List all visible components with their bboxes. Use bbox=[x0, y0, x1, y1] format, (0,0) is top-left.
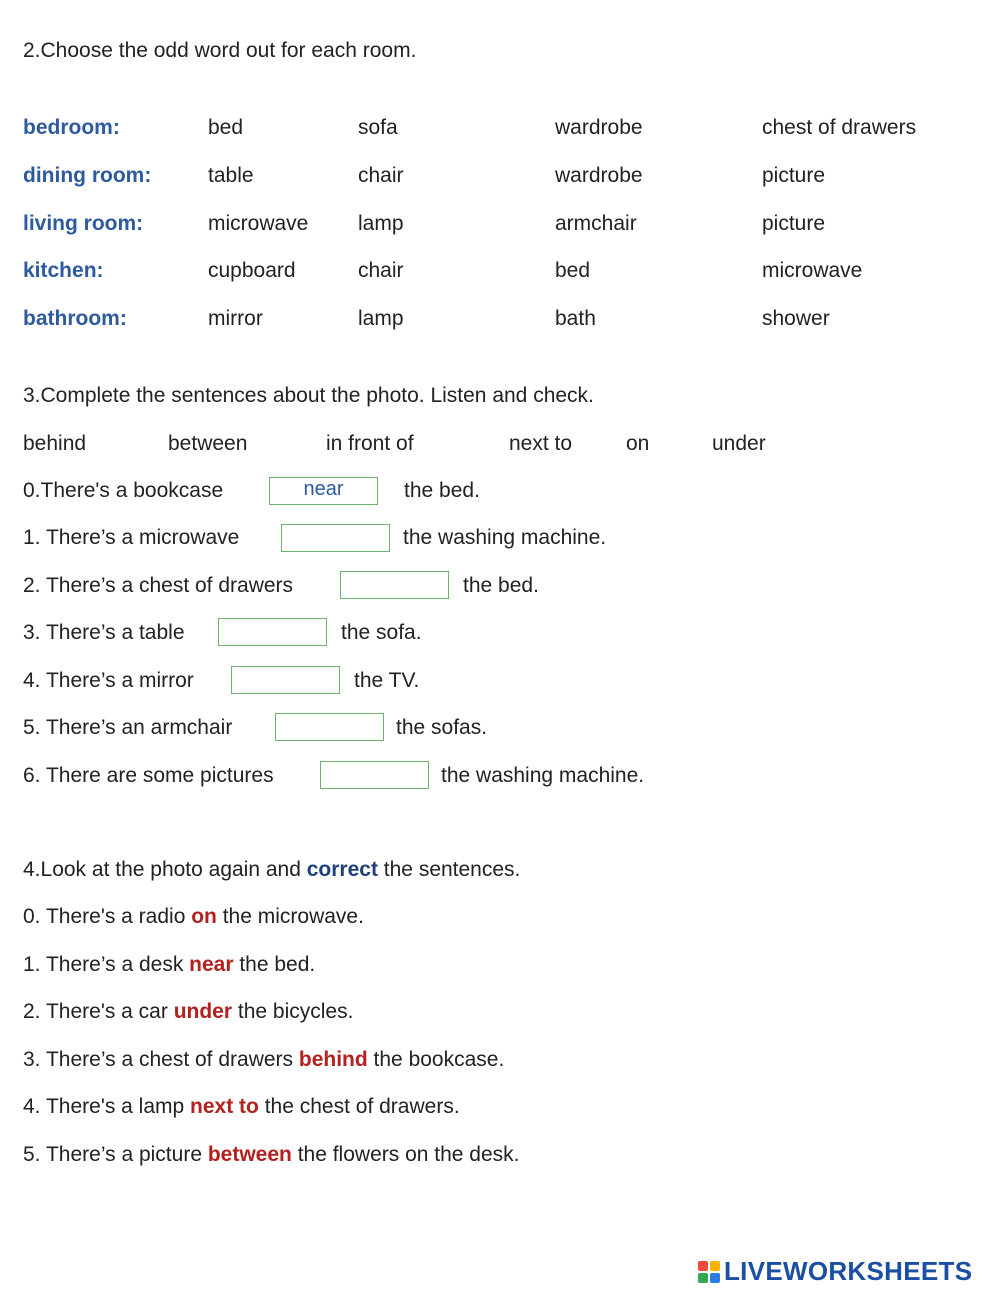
odd-word-option[interactable]: bed bbox=[208, 116, 244, 139]
sentence-text: the microwave. bbox=[216, 905, 364, 928]
sentence-after: the TV. bbox=[354, 669, 420, 692]
sentence-text: 4. There's a lamp bbox=[23, 1095, 191, 1118]
exercise4-title bbox=[23, 857, 520, 883]
logo-mark-icon bbox=[698, 1261, 720, 1283]
sentence-text: the bicycles. bbox=[232, 1000, 354, 1023]
odd-word-option[interactable]: lamp bbox=[358, 307, 404, 330]
odd-word-option[interactable]: chair bbox=[358, 259, 404, 282]
answer-input[interactable] bbox=[231, 666, 340, 694]
word-bank-item: under bbox=[712, 432, 766, 455]
room-label: bedroom: bbox=[23, 116, 120, 139]
odd-word-option[interactable]: lamp bbox=[358, 212, 404, 235]
wrong-preposition[interactable]: next to bbox=[190, 1095, 259, 1118]
sentence-after: the washing machine. bbox=[403, 526, 607, 549]
odd-word-option[interactable]: shower bbox=[762, 307, 830, 330]
sentence-text: 2. There's a car bbox=[23, 1000, 174, 1023]
sentence-before: 3. There’s a table bbox=[23, 621, 185, 644]
sentence-text: 1. There’s a desk bbox=[23, 953, 190, 976]
sentence-after: the bed. bbox=[463, 574, 539, 597]
room-label: bathroom: bbox=[23, 307, 127, 330]
answer-input[interactable]: near bbox=[269, 477, 378, 505]
sentence-text: the chest of drawers. bbox=[258, 1095, 460, 1118]
wrong-preposition[interactable]: between bbox=[207, 1143, 292, 1166]
sentence-after: the bed. bbox=[404, 479, 480, 502]
odd-word-option[interactable]: bed bbox=[555, 259, 591, 282]
correction-sentence bbox=[23, 1142, 520, 1168]
sentence-after: the sofas. bbox=[396, 716, 488, 739]
word-bank-item: on bbox=[626, 432, 650, 455]
odd-word-option[interactable]: microwave bbox=[208, 212, 309, 235]
odd-word-option[interactable]: picture bbox=[762, 164, 826, 187]
sentence-text: 3. There’s a chest of drawers bbox=[23, 1048, 299, 1071]
odd-word-option[interactable]: microwave bbox=[762, 259, 863, 282]
sentence-text: the flowers on the desk. bbox=[291, 1143, 520, 1166]
odd-word-option[interactable]: table bbox=[208, 164, 254, 187]
word-bank-item: in front of bbox=[326, 432, 414, 455]
room-label: living room: bbox=[23, 212, 144, 235]
wrong-preposition[interactable]: on bbox=[191, 905, 217, 928]
liveworksheets-logo bbox=[698, 1256, 972, 1287]
sentence-after: the sofa. bbox=[341, 621, 422, 644]
answer-input[interactable] bbox=[218, 618, 327, 646]
sentence-before: 4. There’s a mirror bbox=[23, 669, 194, 692]
correction-sentence bbox=[23, 952, 315, 978]
sentence-before: 5. There’s an armchair bbox=[23, 716, 233, 739]
sentence-text: 0. There's a radio bbox=[23, 905, 192, 928]
odd-word-option[interactable]: cupboard bbox=[208, 259, 296, 282]
correction-sentence bbox=[23, 1047, 504, 1073]
sentence-text: the bookcase. bbox=[367, 1048, 505, 1071]
sentence-before: 1. There’s a microwave bbox=[23, 526, 240, 549]
answer-input[interactable] bbox=[281, 524, 390, 552]
odd-word-option[interactable]: armchair bbox=[555, 212, 637, 235]
odd-word-option[interactable]: picture bbox=[762, 212, 826, 235]
word-bank-item: between bbox=[168, 432, 248, 455]
sentence-after: the washing machine. bbox=[441, 764, 645, 787]
odd-word-option[interactable]: wardrobe bbox=[555, 164, 643, 187]
sentence-before: 0.There's a bookcase bbox=[23, 479, 224, 502]
exercise2-title: 2.Choose the odd word out for each room. bbox=[23, 39, 417, 62]
wrong-preposition[interactable]: behind bbox=[298, 1048, 368, 1071]
logo-text: LIVEWORKSHEETS bbox=[724, 1256, 973, 1286]
odd-word-option[interactable]: bath bbox=[555, 307, 596, 330]
room-label: dining room: bbox=[23, 164, 152, 187]
odd-word-option[interactable]: chest of drawers bbox=[762, 116, 917, 139]
answer-input[interactable] bbox=[320, 761, 429, 789]
correction-sentence bbox=[23, 904, 364, 930]
odd-word-option[interactable]: wardrobe bbox=[555, 116, 643, 139]
wrong-preposition[interactable]: under bbox=[173, 1000, 233, 1023]
answer-input[interactable] bbox=[340, 571, 449, 599]
odd-word-option[interactable]: sofa bbox=[358, 116, 398, 139]
room-label: kitchen: bbox=[23, 259, 104, 282]
word-bank-item: next to bbox=[509, 432, 573, 455]
title-keyword: correct bbox=[306, 858, 378, 881]
answer-input[interactable] bbox=[275, 713, 384, 741]
odd-word-option[interactable]: chair bbox=[358, 164, 404, 187]
sentence-before: 6. There are some pictures bbox=[23, 764, 274, 787]
odd-word-option[interactable]: mirror bbox=[208, 307, 263, 330]
word-bank-item: behind bbox=[23, 432, 87, 455]
title-text: the sentences. bbox=[377, 858, 521, 881]
correction-sentence bbox=[23, 1094, 460, 1120]
exercise3-title: 3.Complete the sentences about the photo. Listen and check. bbox=[23, 384, 594, 407]
correction-sentence bbox=[23, 999, 353, 1025]
sentence-before: 2. There’s a chest of drawers bbox=[23, 574, 294, 597]
sentence-text: 5. There’s a picture bbox=[23, 1143, 208, 1166]
title-text: 4.Look at the photo again and bbox=[23, 858, 307, 881]
wrong-preposition[interactable]: near bbox=[189, 953, 234, 976]
sentence-text: the bed. bbox=[233, 953, 316, 976]
